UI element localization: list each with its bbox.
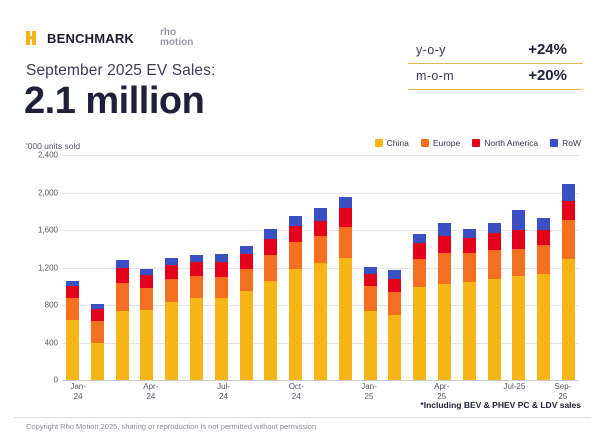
chart-bar-segment bbox=[463, 282, 476, 380]
chart-bar-segment bbox=[66, 298, 79, 320]
chart-bar-segment bbox=[215, 298, 228, 381]
chart-bar[interactable] bbox=[215, 254, 228, 380]
chart-bar-segment bbox=[289, 269, 302, 380]
chart-bar-segment bbox=[116, 260, 129, 268]
stat-value-yoy: +24% bbox=[528, 41, 567, 58]
chart-bar-segment bbox=[314, 236, 327, 263]
chart-bar[interactable] bbox=[438, 223, 451, 381]
chart-bar-segment bbox=[140, 288, 153, 310]
legend-swatch-icon bbox=[421, 139, 429, 147]
legend-label: China bbox=[386, 138, 409, 148]
y-axis-tick-label: 400 bbox=[44, 338, 58, 347]
chart-bar-segment bbox=[512, 230, 525, 249]
chart-bar-segment bbox=[537, 218, 550, 230]
chart-bar-segment bbox=[463, 253, 476, 281]
chart-bar-segment bbox=[190, 276, 203, 299]
chart-bar-segment bbox=[562, 259, 575, 380]
chart-bar[interactable] bbox=[264, 229, 277, 380]
chart-bar-segment bbox=[91, 321, 104, 343]
x-axis-tick-label: Jan- 25 bbox=[361, 382, 377, 401]
x-axis-tick-label: Apr- 24 bbox=[143, 382, 159, 401]
chart-bar-segment bbox=[190, 262, 203, 276]
chart-bar-segment bbox=[413, 234, 426, 243]
chart-bar-segment bbox=[388, 315, 401, 380]
y-axis-tick-label: 800 bbox=[44, 300, 58, 310]
chart-bar-segment bbox=[438, 284, 451, 380]
x-axis-tick-label: Apr- 25 bbox=[434, 382, 450, 401]
stat-label-yoy: y-o-y bbox=[416, 42, 446, 57]
chart-plot-area bbox=[26, 150, 579, 385]
chart-bar[interactable] bbox=[463, 229, 476, 380]
chart-bar-segment bbox=[438, 236, 451, 254]
x-axis-tick-label: Jul-25 bbox=[503, 382, 526, 391]
chart-bar[interactable] bbox=[91, 304, 104, 380]
legend-label: RoW bbox=[562, 138, 581, 148]
chart-footnote: *Including BEV & PHEV PC & LDV sales bbox=[420, 400, 581, 410]
x-axis-tick-label: Sep- 25 bbox=[554, 382, 572, 401]
chart-grid bbox=[62, 155, 579, 381]
chart-bar-segment bbox=[240, 246, 253, 254]
chart-bar-segment bbox=[240, 254, 253, 269]
chart-bar[interactable] bbox=[413, 234, 426, 380]
chart-bar-segment bbox=[289, 242, 302, 269]
chart-legend bbox=[375, 138, 581, 148]
chart-bars bbox=[62, 155, 579, 380]
chart-bar-segment bbox=[488, 279, 501, 380]
chart-bar-segment bbox=[314, 221, 327, 236]
x-axis-tick-label: Jul- 24 bbox=[217, 382, 230, 401]
chart-bar[interactable] bbox=[339, 197, 352, 380]
chart-bar-segment bbox=[91, 343, 104, 381]
chart-bar[interactable] bbox=[190, 255, 203, 380]
chart-bar-segment bbox=[413, 287, 426, 380]
chart-bar-segment bbox=[314, 208, 327, 220]
legend-item[interactable] bbox=[472, 138, 538, 148]
chart-bar-segment bbox=[215, 254, 228, 262]
x-axis-tick-label: Jan- 24 bbox=[70, 382, 86, 401]
chart-bar-segment bbox=[364, 274, 377, 286]
rho-line-2: motion bbox=[160, 37, 194, 48]
legend-item[interactable] bbox=[550, 138, 581, 148]
legend-label: Europe bbox=[432, 138, 461, 148]
chart-bar[interactable] bbox=[66, 281, 79, 380]
chart-bar-segment bbox=[165, 279, 178, 302]
legend-item[interactable] bbox=[375, 138, 409, 148]
chart-bar-segment bbox=[66, 286, 79, 298]
chart-bar[interactable] bbox=[562, 184, 575, 380]
y-axis-tick-label: 1,600 bbox=[37, 225, 58, 235]
chart-bar-segment bbox=[66, 320, 79, 380]
chart-bar-segment bbox=[264, 255, 277, 280]
chart-bar[interactable] bbox=[140, 269, 153, 380]
chart-bar-segment bbox=[562, 201, 575, 220]
x-axis-tick-label: Oct- 24 bbox=[288, 382, 304, 401]
legend-swatch-icon bbox=[550, 139, 558, 147]
chart-bar[interactable] bbox=[537, 218, 550, 380]
chart-bar-segment bbox=[537, 230, 550, 245]
chart-bar[interactable] bbox=[289, 216, 302, 380]
chart-bar-segment bbox=[512, 210, 525, 230]
chart-bar[interactable] bbox=[364, 267, 377, 380]
stat-row-yoy bbox=[408, 38, 583, 63]
benchmark-mark-icon bbox=[26, 31, 42, 45]
chart-bar-segment bbox=[140, 310, 153, 380]
chart-bar[interactable] bbox=[512, 210, 525, 380]
chart-bar-segment bbox=[264, 229, 277, 239]
chart-bar-segment bbox=[91, 309, 104, 321]
chart-bar-segment bbox=[339, 197, 352, 208]
y-axis-tick-label: 1,200 bbox=[37, 263, 58, 272]
stat-value-mom: +20% bbox=[528, 67, 567, 84]
chart-bar-segment bbox=[339, 258, 352, 380]
chart-bar-segment bbox=[512, 249, 525, 276]
stats-panel bbox=[408, 38, 583, 90]
chart-bar-segment bbox=[165, 265, 178, 279]
chart-bar-segment bbox=[339, 227, 352, 258]
chart-bar-segment bbox=[512, 276, 525, 380]
chart-bar-segment bbox=[240, 291, 253, 380]
chart-bar-segment bbox=[488, 223, 501, 232]
chart-bar[interactable] bbox=[116, 260, 129, 380]
y-axis-labels bbox=[26, 150, 58, 385]
chart-bar-segment bbox=[240, 269, 253, 291]
rho-motion-logo bbox=[160, 28, 193, 48]
y-axis-tick-label: 2,400 bbox=[37, 150, 58, 160]
chart-bar-segment bbox=[413, 259, 426, 287]
chart-bar-segment bbox=[562, 184, 575, 201]
chart-bar[interactable] bbox=[388, 270, 401, 380]
chart-bar-segment bbox=[413, 243, 426, 259]
y-axis-tick-label: 2,000 bbox=[37, 188, 58, 197]
chart-bar[interactable] bbox=[488, 223, 501, 380]
legend-swatch-icon bbox=[472, 139, 480, 147]
chart-bar-segment bbox=[314, 263, 327, 380]
chart-bar[interactable] bbox=[165, 258, 178, 380]
chart-bar-segment bbox=[388, 270, 401, 278]
y-axis-unit-label: '000 units sold bbox=[26, 141, 81, 151]
chart-bar[interactable] bbox=[240, 246, 253, 380]
legend-swatch-icon bbox=[375, 139, 383, 147]
benchmark-wordmark: BENCHMARK bbox=[47, 30, 135, 46]
chart-bar-segment bbox=[388, 279, 401, 292]
chart-bar-segment bbox=[488, 233, 501, 250]
copyright-text: Copyright Rho Motion 2025, sharing or reproduction is not permitted without permission bbox=[26, 422, 317, 431]
rho-line-1: rho bbox=[160, 27, 177, 38]
chart-bar-segment bbox=[463, 238, 476, 254]
chart-bar-segment bbox=[364, 286, 377, 310]
chart-bar-segment bbox=[190, 298, 203, 380]
chart-bar-segment bbox=[264, 281, 277, 380]
chart-bar-segment bbox=[165, 302, 178, 380]
legend-label: North America bbox=[484, 138, 539, 148]
chart-bar-segment bbox=[140, 275, 153, 288]
chart-bar-segment bbox=[488, 250, 501, 279]
footer-divider bbox=[14, 417, 591, 418]
chart-bar-segment bbox=[537, 245, 550, 274]
stat-label-mom: m-o-m bbox=[416, 68, 455, 83]
header-logos bbox=[26, 28, 193, 48]
page-title: 2.1 million bbox=[24, 80, 205, 122]
chart-bar-segment bbox=[364, 267, 377, 275]
chart-bar-segment bbox=[388, 292, 401, 315]
chart-bar-segment bbox=[289, 226, 302, 242]
chart-bar-segment bbox=[215, 277, 228, 298]
chart-bar-segment bbox=[438, 253, 451, 284]
chart-bar-segment bbox=[264, 239, 277, 255]
chart-bar-segment bbox=[339, 208, 352, 227]
chart-bar-segment bbox=[116, 283, 129, 311]
benchmark-logo bbox=[26, 31, 134, 46]
chart-bar-segment bbox=[438, 223, 451, 236]
chart-bar-segment bbox=[116, 268, 129, 282]
chart-subtitle: September 2025 EV Sales: bbox=[26, 62, 216, 79]
chart-bar-segment bbox=[364, 311, 377, 380]
y-axis-tick-label: 0 bbox=[53, 375, 58, 385]
chart-bar-segment bbox=[116, 311, 129, 380]
chart-bar-segment bbox=[537, 274, 550, 380]
chart-bar-segment bbox=[289, 216, 302, 226]
stat-row-mom bbox=[408, 63, 583, 90]
chart-bar-segment bbox=[215, 262, 228, 277]
chart-bar[interactable] bbox=[314, 208, 327, 380]
chart-bar-segment bbox=[562, 220, 575, 259]
chart-bar-segment bbox=[463, 229, 476, 237]
legend-item[interactable] bbox=[421, 138, 460, 148]
